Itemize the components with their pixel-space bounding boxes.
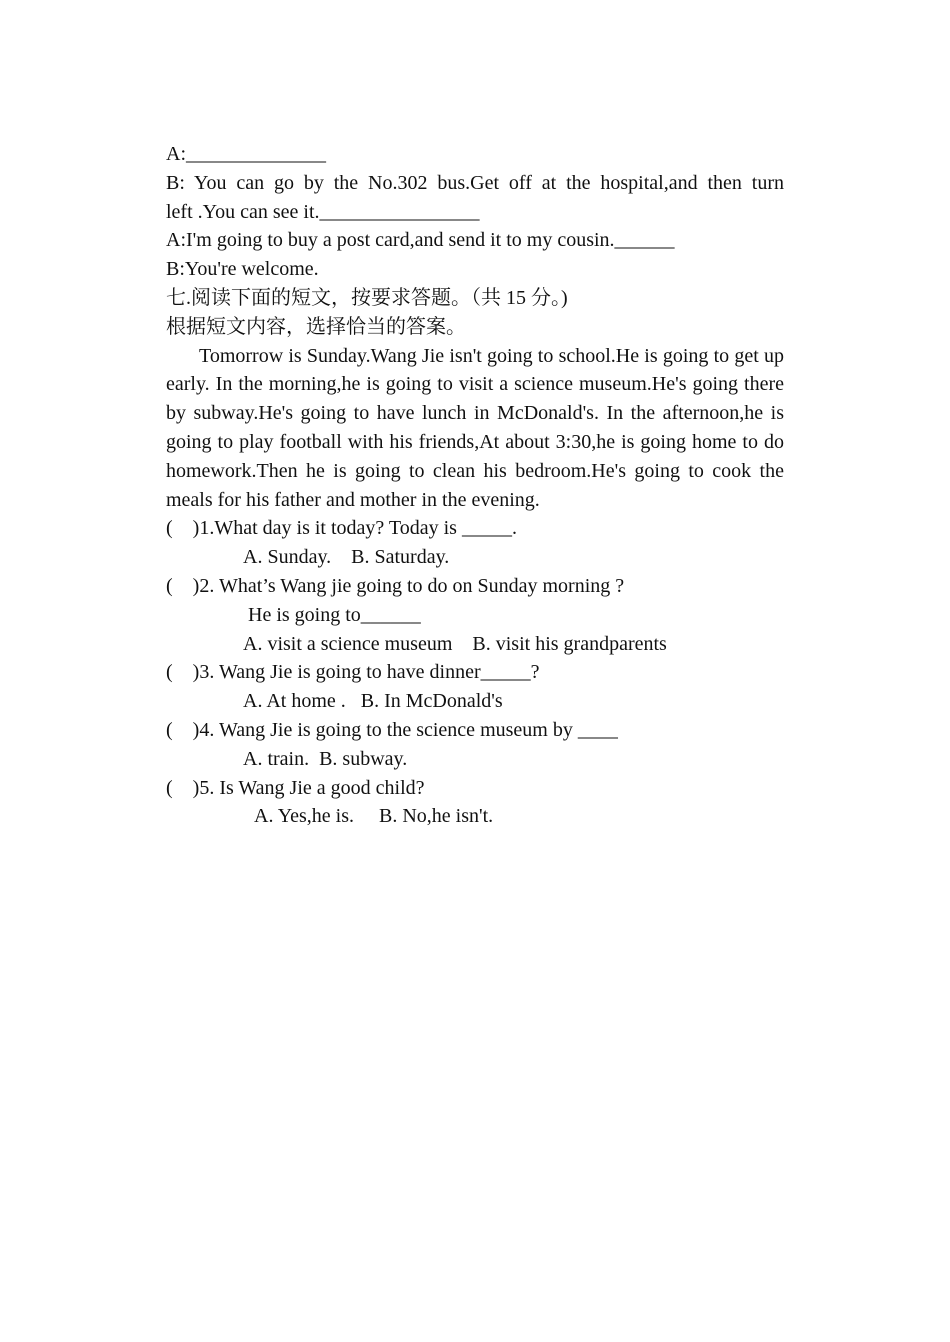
section-heading: 七.阅读下面的短文，按要求答题。（共 15 分。) [166,286,568,309]
question-5-stem: ( )5. Is Wang Jie a good child? [166,776,425,799]
question-5-options: A. Yes,he is. B. No,he isn't. [254,805,494,828]
section-instruction: 根据短文内容，选择恰当的答案。 [166,315,466,338]
question-2-stem: ( )2. What’s Wang jie going to do on Sunday morning ? [166,574,625,597]
question-4-stem: ( )4. Wang Jie is going to the science museum by ____ [166,718,618,741]
question-1-stem: ( )1.What day is it today? Today is _____. [166,517,517,540]
question-4-options: A. train. B. subway. [243,747,408,770]
question-3-options: A. At home . B. In McDonald's [243,690,503,713]
dialogue-line-b1: B: You can go by the No.302 bus.Get off at the hospital,and then turn [166,171,784,194]
dialogue-line-a2: A:I'm going to buy a post card,and send it to my cousin.______ [166,229,675,252]
question-3-stem: ( )3. Wang Jie is going to have dinner_____? [166,661,540,684]
dialogue-line-b2: B:You're welcome. [166,258,319,281]
question-2-options: A. visit a science museum B. visit his grandparents [243,632,667,655]
question-1-options: A. Sunday. B. Saturday. [243,546,450,569]
dialogue-line-b1-continued: left .You can see it.________________ [166,200,480,223]
reading-passage: Tomorrow is Sunday.Wang Jie isn't going to school.He is going to get up early. In the morning,he is going to visit a science museum.He's going there by subway.He's going to have lunch in McDonald's. In the afternoon,he is going to play football with his friends,At about 3:30,he is going home to do homework.Then he is going to clean his bedroom.He's going to cook the meals for his father and mother in the evening. [166,344,784,511]
dialogue-line-a1: A:______________ [166,143,326,165]
worksheet-page [166,140,784,831]
question-2-sub: He is going to______ [248,603,421,626]
